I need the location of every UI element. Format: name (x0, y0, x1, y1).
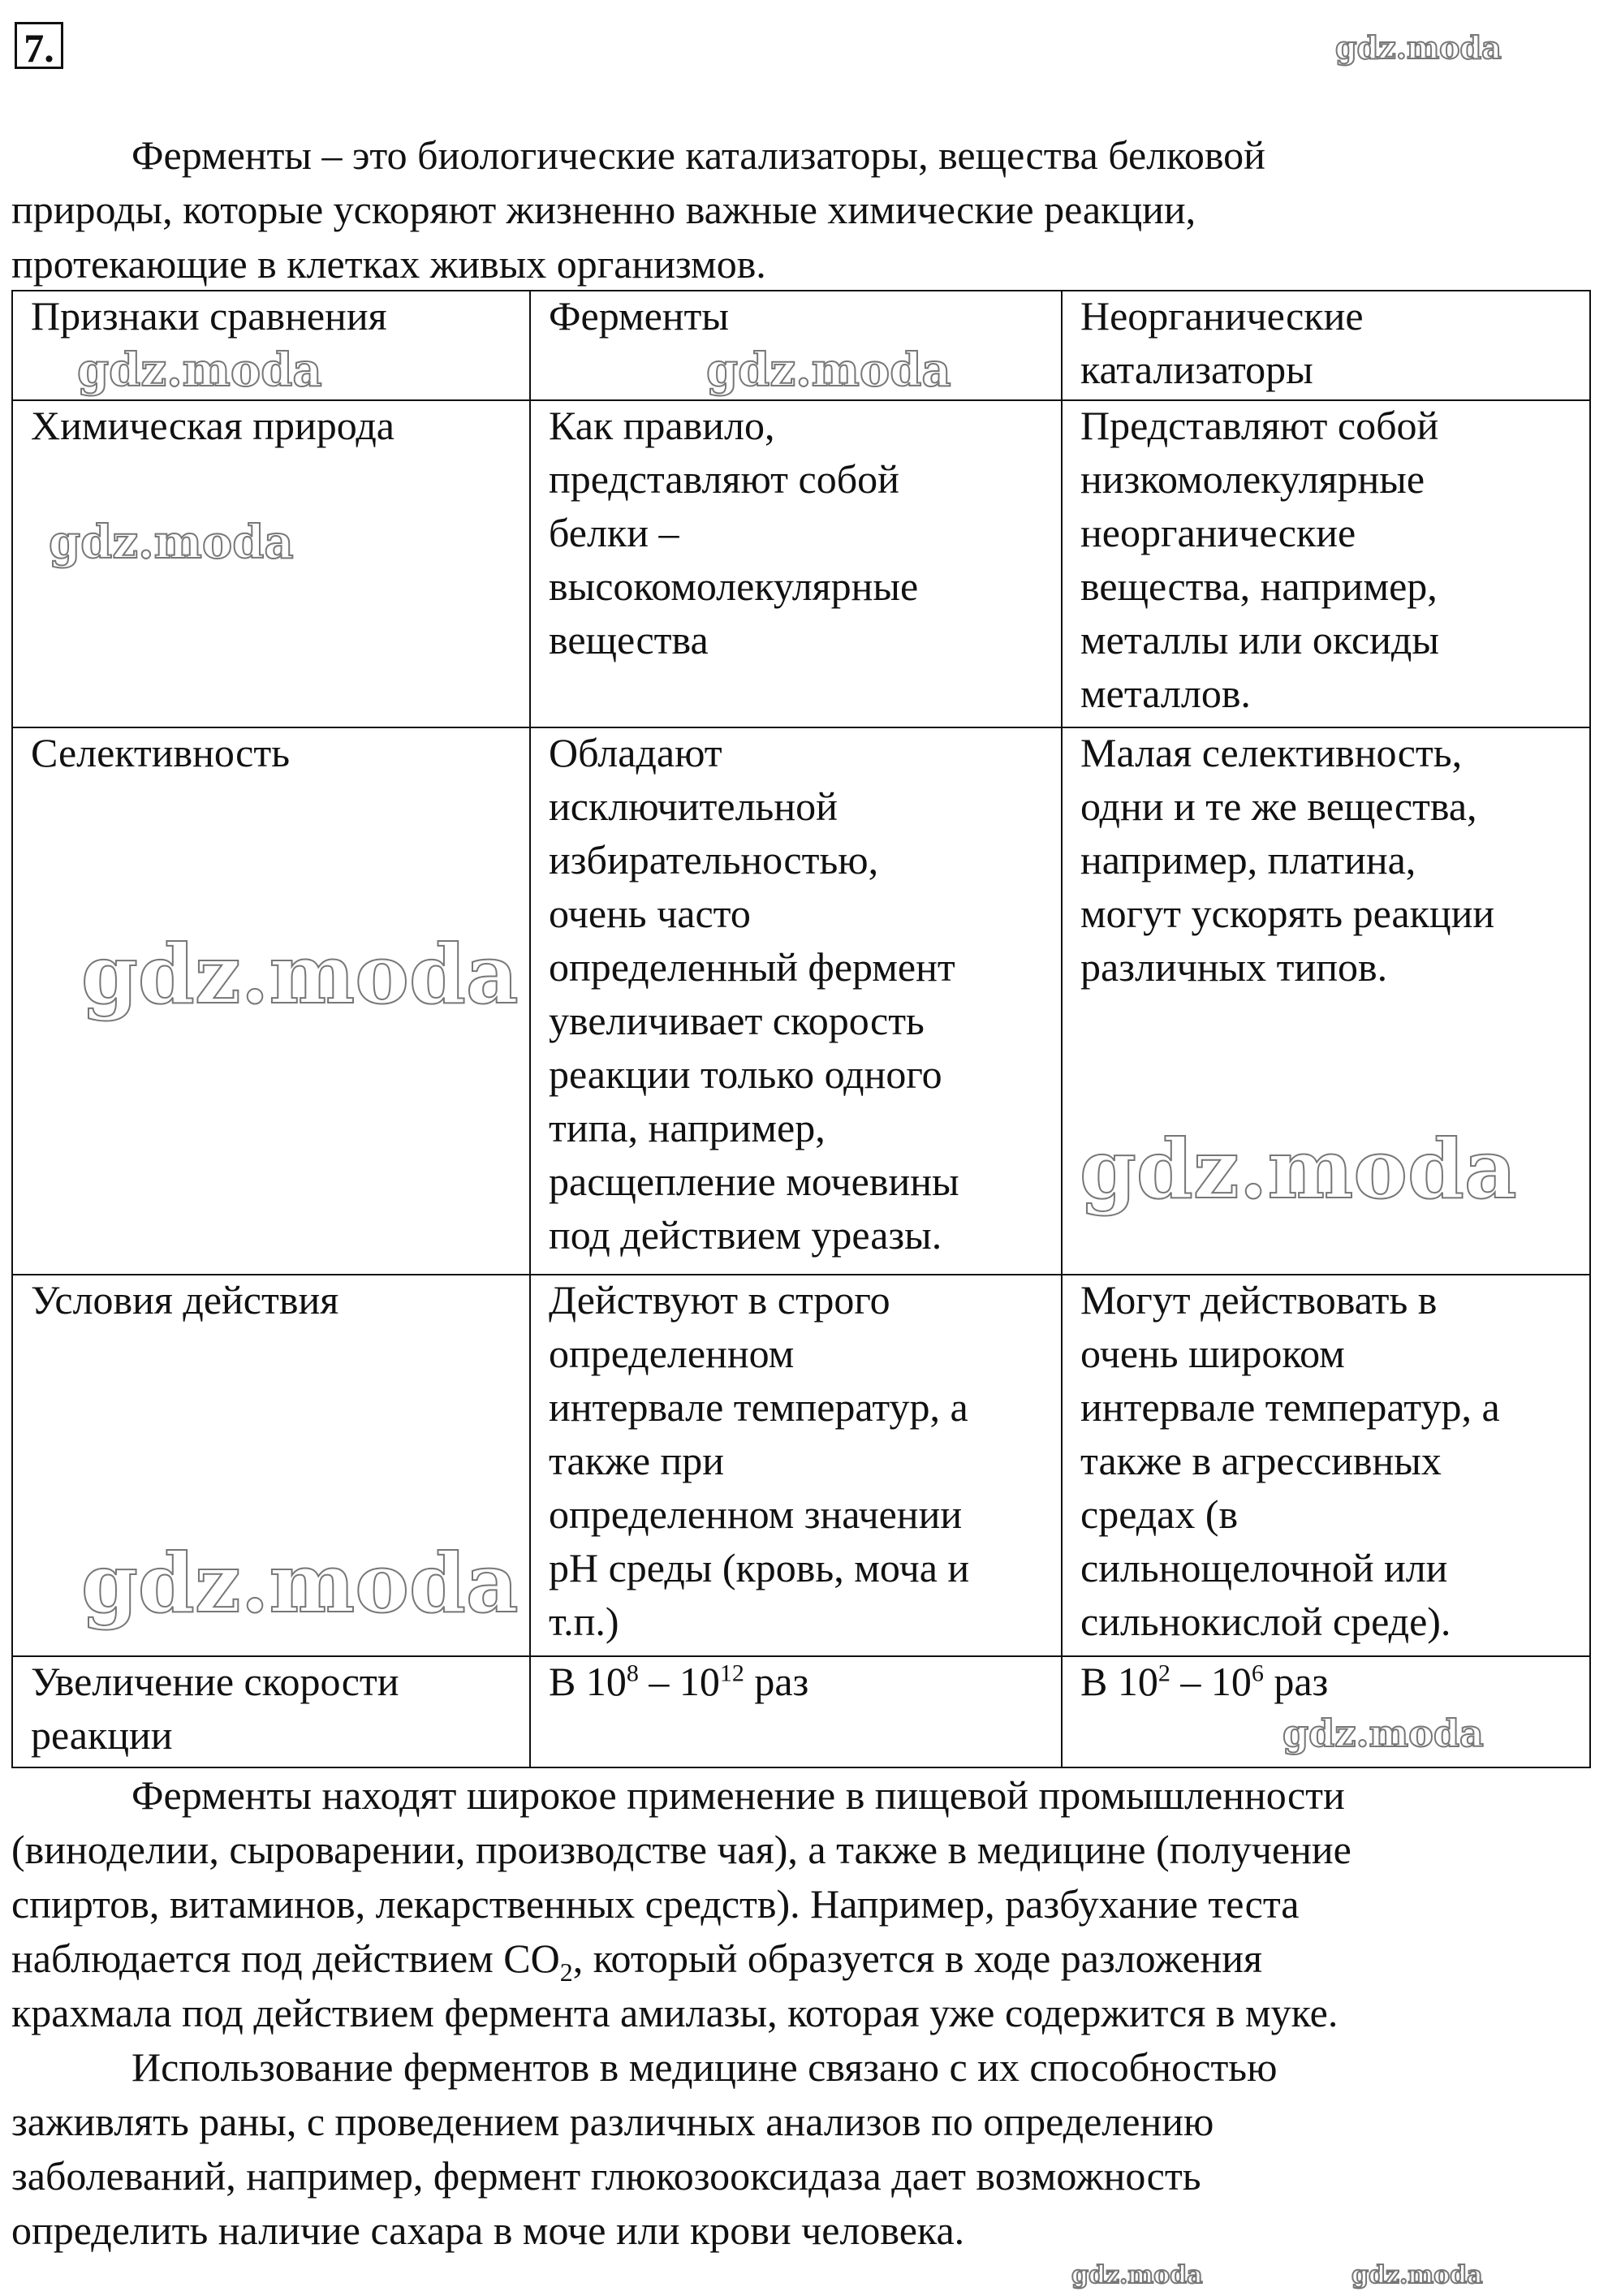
table-cell (12, 1656, 530, 1767)
cell-line: металлы или оксиды (1080, 617, 1439, 662)
text-line: (виноделии, сыроварении, производстве чая), а также в медицине (получение (11, 1827, 1351, 1872)
cell-line: очень широком (1080, 1331, 1345, 1376)
cell-line: высокомолекулярные (549, 563, 919, 609)
table-row (12, 1275, 1590, 1656)
table-row (12, 727, 1590, 1275)
cell-line: избирательностью, (549, 837, 879, 883)
watermark: gdz.moda (1071, 2261, 1203, 2290)
cell-line: Могут действовать в (1080, 1277, 1438, 1323)
comparison-table (11, 290, 1591, 1768)
text-line: наблюдается под действием $CO_2$, который образуется в ходе разложения (11, 1936, 1263, 1987)
cell-line: определенном (549, 1331, 795, 1376)
cell-line: Условия действия (31, 1277, 339, 1323)
cell-line: определенном значении (549, 1491, 963, 1537)
table-row (12, 1656, 1590, 1767)
table-row (12, 400, 1590, 727)
watermark: gdz.moda (1283, 1711, 1484, 1755)
cell-line: низкомолекулярные (1080, 456, 1425, 502)
cell-line: интервале температур, а (1080, 1384, 1500, 1430)
cell-line: средах (в (1080, 1491, 1239, 1537)
cell-line: Обладают (549, 730, 722, 775)
cell-line: вещества (549, 617, 709, 662)
table-cell (1062, 727, 1590, 1275)
cell-line: вещества, например, (1080, 563, 1438, 609)
table-cell (530, 727, 1062, 1275)
cell-line: также в агрессивных (1080, 1438, 1442, 1483)
watermark: gdz.moda (1351, 2261, 1483, 2290)
cell-line: Селективность (31, 730, 290, 775)
cell-line: могут ускорять реакции (1080, 891, 1495, 936)
watermark: gdz.moda (81, 1535, 519, 1631)
text-line: спиртов, витаминов, лекарственных средств). Например, разбухание теста (11, 1881, 1300, 1927)
table-cell (1062, 400, 1590, 727)
cell-line: неорганические (1080, 510, 1356, 555)
cell-line: реакции (31, 1712, 173, 1758)
medicine-paragraph (11, 2040, 1594, 2258)
text-line: крахмала под действием фермента амилазы, которая уже содержится в муке. (11, 1990, 1339, 2035)
cell-line: увеличивает скорость (549, 998, 925, 1043)
text-line: определить наличие сахара в моче или крови человека. (11, 2208, 965, 2253)
cell-line: представляют собой (549, 456, 899, 502)
cell-line: Ферменты (549, 293, 729, 339)
table-cell (12, 727, 530, 1275)
text-line: Ферменты находят широкое применение в пищевой промышленности (131, 1772, 1345, 1818)
watermark: gdz.moda (1335, 29, 1502, 66)
cell-line: В $10^8 - 10^{12}$ раз (549, 1659, 809, 1704)
cell-line: интервале температур, а (549, 1384, 968, 1430)
watermark: gdz.moda (706, 343, 951, 397)
cell-line: Малая селективность, (1080, 730, 1463, 775)
text-line: Использование ферментов в медицине связано с их способностью (131, 2044, 1278, 2090)
cell-line: определенный фермент (549, 944, 955, 990)
cell-line: под действием уреазы. (549, 1212, 942, 1258)
table-cell (530, 1275, 1062, 1656)
cell-line: типа, например, (549, 1105, 826, 1150)
header-cell (12, 291, 530, 400)
cell-line: например, платина, (1080, 837, 1416, 883)
watermark: gdz.moda (77, 343, 322, 397)
table-cell (12, 400, 530, 727)
watermark: gdz.moda (1080, 1121, 1517, 1217)
cell-line: катализаторы (1080, 347, 1313, 392)
watermark: gdz.moda (81, 926, 519, 1022)
cell-line: металлов. (1080, 671, 1251, 716)
cell-line: сильнощелочной или (1080, 1545, 1448, 1590)
cell-line: Как правило, (549, 403, 775, 448)
text-line: заболеваний, например, фермент глюкозооксидаза дает возможность (11, 2153, 1201, 2199)
table-cell (530, 1656, 1062, 1767)
table-cell (1062, 1656, 1590, 1767)
cell-line: исключительной (549, 783, 838, 829)
watermark: gdz.moda (49, 516, 294, 569)
cell-line: Неорганические (1080, 293, 1364, 339)
table-cell (1062, 1275, 1590, 1656)
text-line: протекающие в клетках живых организмов. (11, 241, 766, 287)
cell-line: В $10^2 - 10^6$ раз (1080, 1659, 1329, 1704)
cell-line: т.п.) (549, 1599, 619, 1644)
intro-paragraph (11, 128, 1594, 291)
cell-line: одни и те же вещества, (1080, 783, 1477, 829)
table-header-row (12, 291, 1590, 400)
header-cell (1062, 291, 1590, 400)
text-line: Ферменты – это биологические катализаторы, вещества белковой (131, 132, 1265, 178)
cell-line: очень часто (549, 891, 751, 936)
cell-line: сильнокислой среде). (1080, 1599, 1451, 1644)
cell-line: Признаки сравнения (31, 293, 387, 339)
cell-line: Химическая природа (31, 403, 394, 448)
table-cell (12, 1275, 530, 1656)
table-cell (530, 400, 1062, 727)
cell-line: Действуют в строго (549, 1277, 890, 1323)
cell-line: Увеличение скорости (31, 1659, 399, 1704)
task-number: 7. (15, 22, 63, 69)
cell-line: Представляют собой (1080, 403, 1439, 448)
text-line: природы, которые ускоряют жизненно важные химические реакции, (11, 187, 1196, 232)
cell-line: расщепление мочевины (549, 1159, 959, 1204)
cell-line: реакции только одного (549, 1051, 942, 1097)
cell-line: pH среды (кровь, моча и (549, 1545, 970, 1590)
header-cell (530, 291, 1062, 400)
cell-line: белки – (549, 510, 679, 555)
text-line: заживлять раны, с проведением различных анализов по определению (11, 2099, 1214, 2144)
cell-line: различных типов. (1080, 944, 1388, 990)
cell-line: также при (549, 1438, 725, 1483)
applications-paragraph (11, 1768, 1594, 2040)
